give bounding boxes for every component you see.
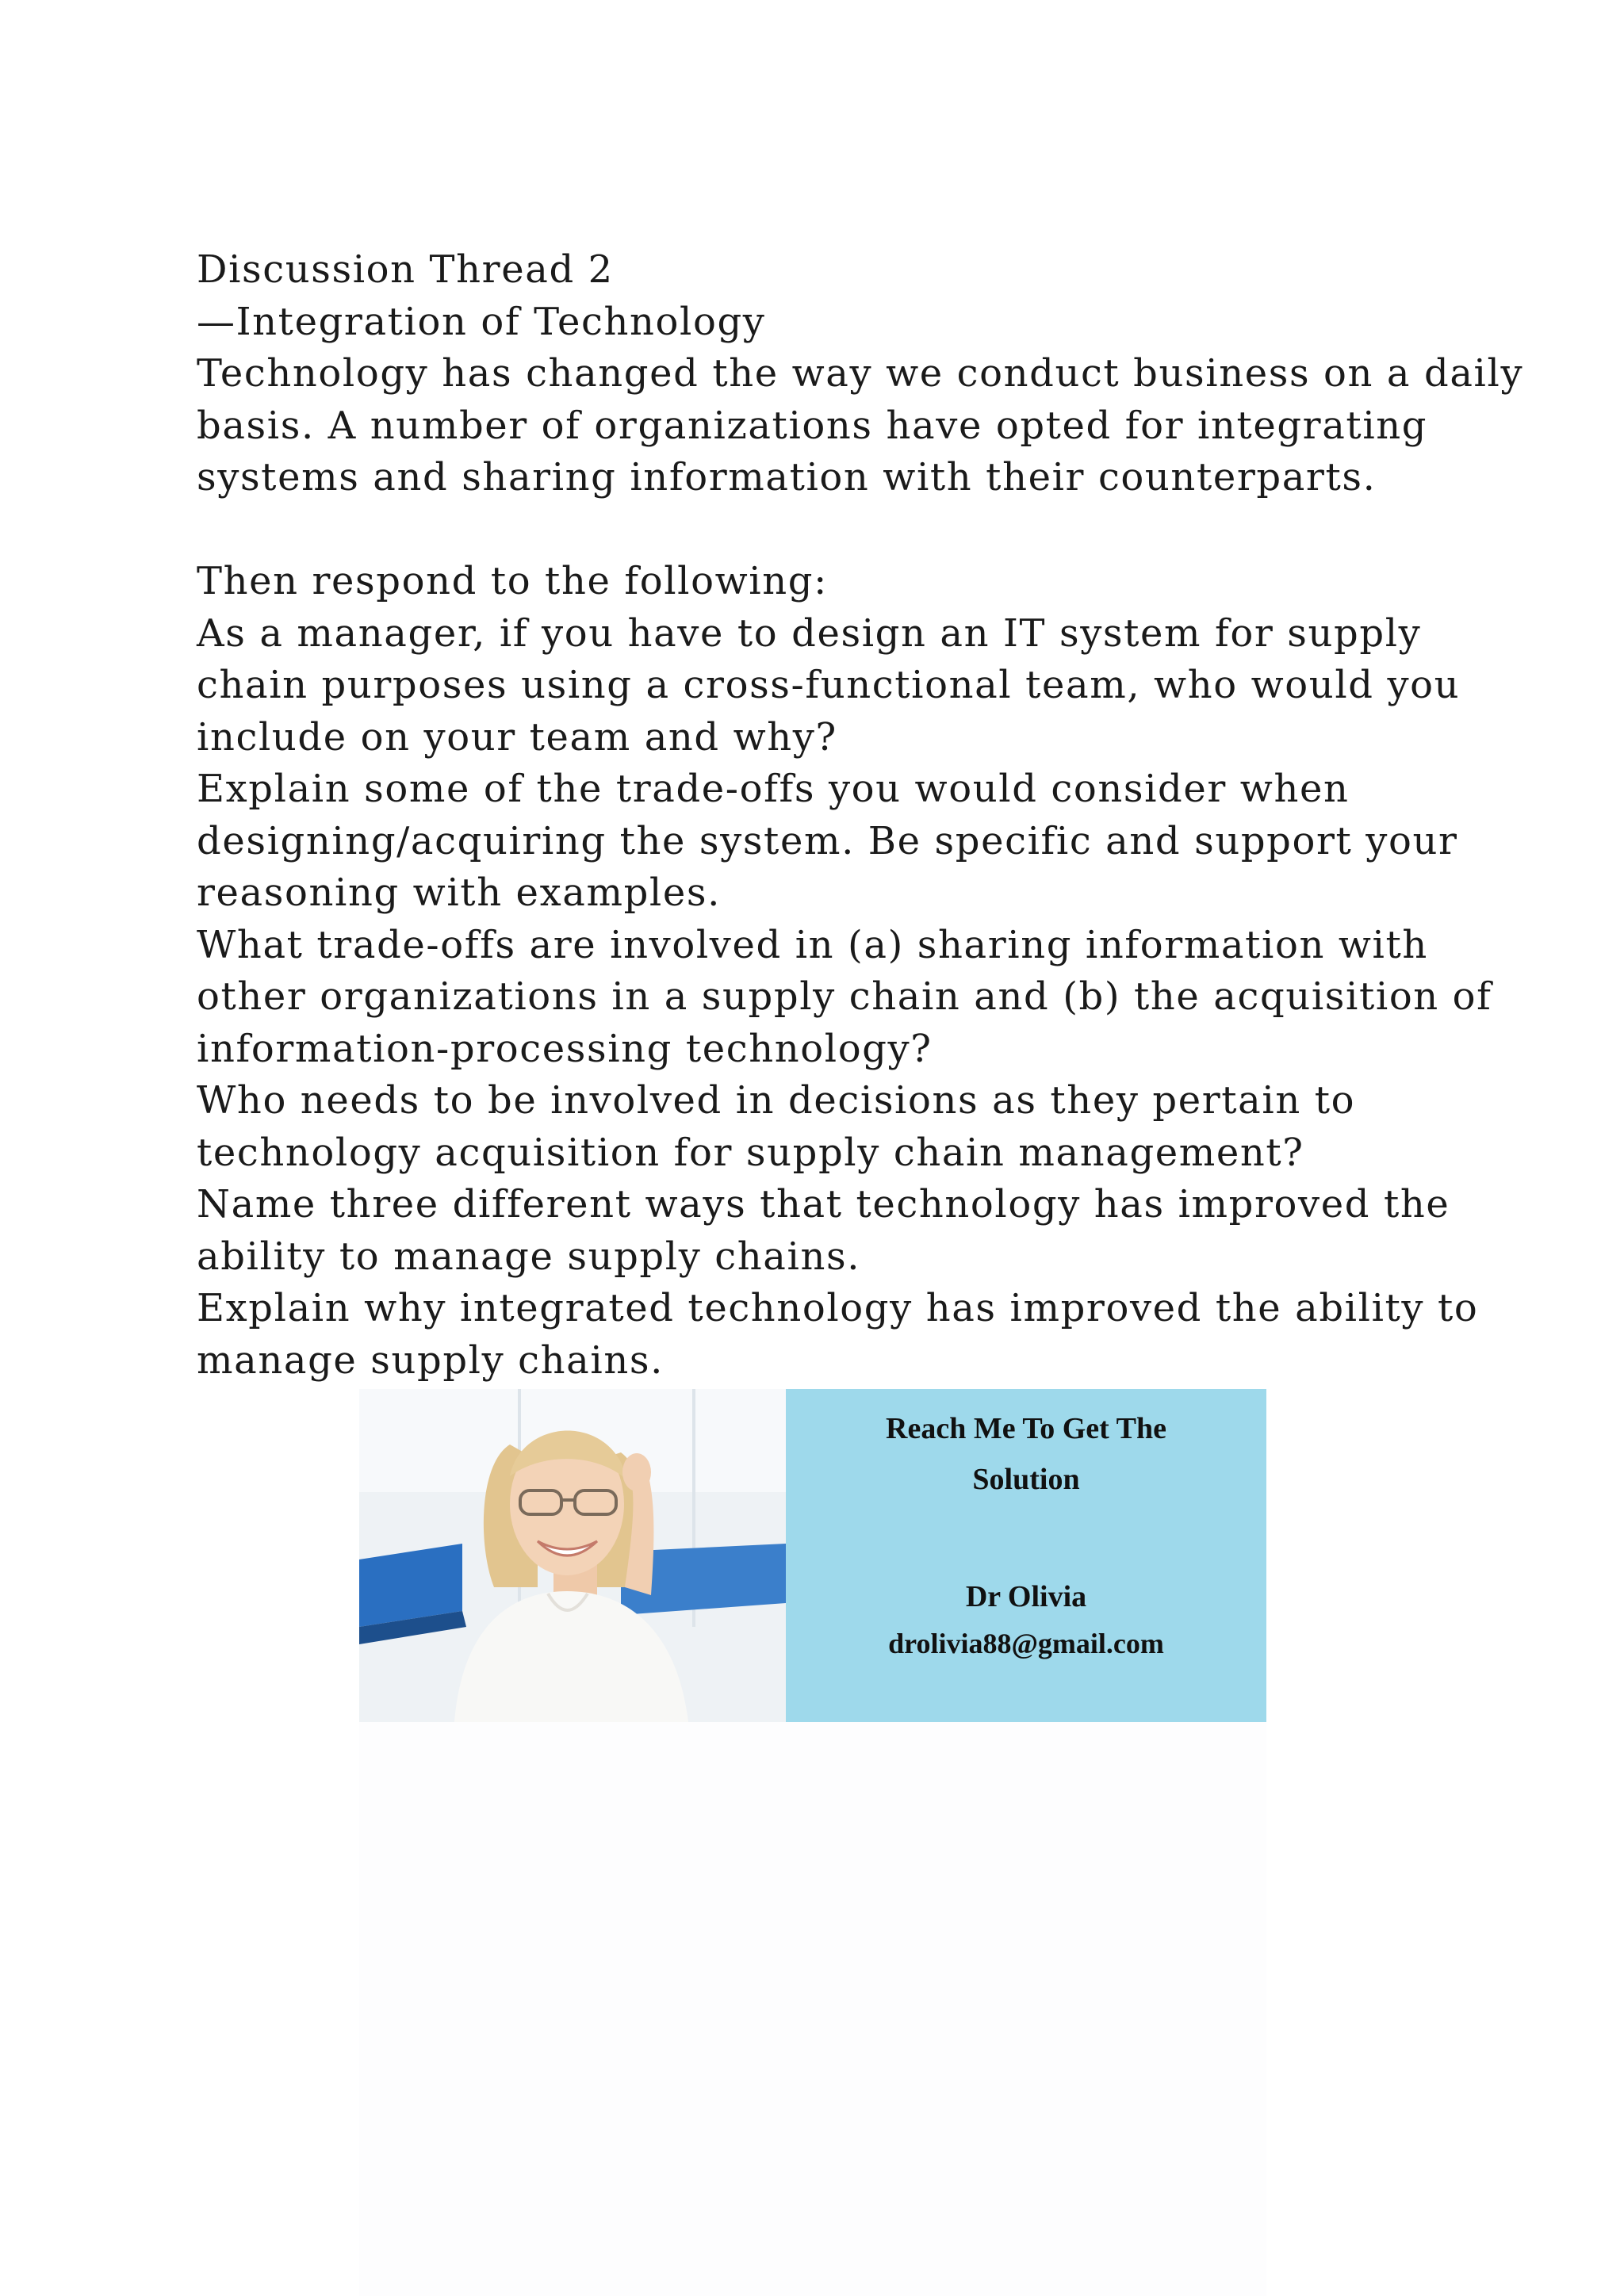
question-line: information-processing technology? [197, 1026, 933, 1071]
question-line: Explain why integrated technology has improved the ability to [197, 1286, 1479, 1330]
question-line: technology acquisition for supply chain management? [197, 1130, 1304, 1175]
prompt-heading: Then respond to the following: [197, 559, 828, 603]
question-line: chain purposes using a cross-functional team, who would you [197, 663, 1461, 707]
body-line: Technology has changed the way we conduct business on a daily [197, 351, 1524, 396]
contact-email[interactable]: drolivia88@gmail.com [888, 1628, 1164, 1659]
question-line: designing/acquiring the system. Be specific and support your [197, 818, 1458, 863]
woman-photo [359, 1389, 786, 1722]
question-line: What trade-offs are involved in (a) sharing information with [197, 922, 1428, 967]
blank-line [197, 504, 1505, 557]
contact-name: Dr Olivia [965, 1580, 1087, 1613]
body-line: systems and sharing information with their counterparts. [197, 455, 1377, 499]
image-bottom-area [359, 1722, 1266, 2296]
question-line: Name three different ways that technology has improved the [197, 1182, 1450, 1226]
question-line: Explain some of the trade-offs you would consider when [197, 767, 1350, 811]
question-line: include on your team and why? [197, 714, 837, 760]
document-text [197, 244, 1524, 1387]
question-line: ability to manage supply chains. [197, 1234, 861, 1279]
question-line: manage supply chains. [197, 1337, 664, 1383]
contact-info-panel [786, 1389, 1266, 1722]
question-line: reasoning with examples. [197, 871, 721, 915]
question-line: other organizations in a supply chain and (b) the acquisition of [197, 974, 1492, 1019]
cta-line-1: Reach Me To Get The [886, 1412, 1166, 1445]
thread-subtitle: —Integration of Technology [197, 299, 766, 344]
thread-title: Discussion Thread 2 [197, 247, 614, 292]
cta-line-2: Solution [972, 1463, 1080, 1496]
question-line: As a manager, if you have to design an IT system for supply [197, 610, 1422, 656]
body-line: basis. A number of organizations have opted for integrating [197, 403, 1428, 448]
question-line: Who needs to be involved in decisions as they pertain to [197, 1078, 1356, 1123]
contact-banner [359, 1389, 1266, 1722]
